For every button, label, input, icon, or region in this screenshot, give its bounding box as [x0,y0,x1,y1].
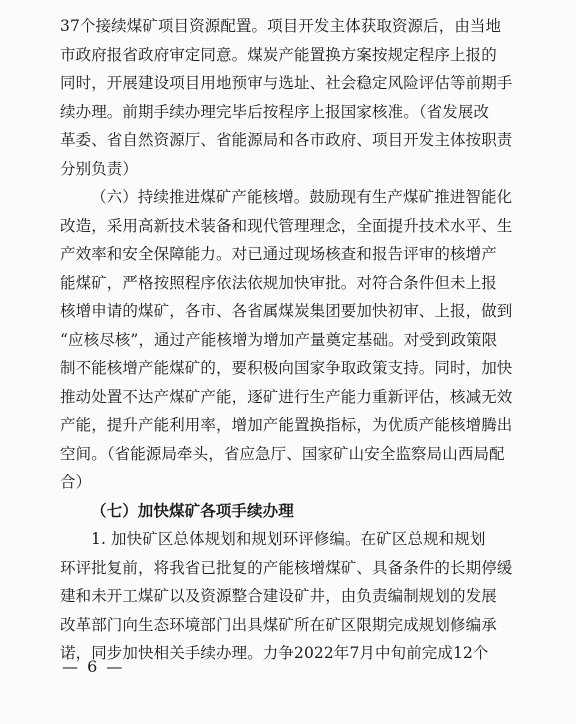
text-line: 合） [60,473,92,491]
text-line: 同时，开展建设项目用地预审与选址、社会稳定风险评估等前期手 [60,74,513,92]
text-line: 产效率和安全保障能力。对已通过现场核查和报告评审的核增产 [60,245,497,263]
text-line: 空间。（省能源局牵头，省应急厅、国家矿山安全监察局山西局配 [60,444,505,463]
text-line: 分别负责） [60,159,139,178]
text-line: 革委、省自然资源厅、省能源局和各市政府、项目开发主体按职责 [60,131,513,149]
document-body [60,12,515,668]
text-line: 建和未开工煤矿以及资源整合建设矿井，由负责编制规划的发展 [60,587,497,605]
text-line: 诺，同步加快相关手续办理。力争2022年7月中旬前完成12个 [60,644,489,662]
text-line: 环评批复前，将我省已批复的产能核增煤矿、具备条件的长期停缓 [60,558,513,577]
text-line: 市政府报省政府审定同意。煤炭产能置换方案按规定程序上报的 [60,45,497,64]
text-line: 制不能核增产能煤矿的，要积极向国家争取政策支持。同时，加快 [60,359,513,377]
text-line: 续办理。前期手续办理完毕后按程序上报国家核准。（省发展改 [60,102,490,121]
text-line: 37个接续煤矿项目资源配置。项目开发主体获取资源后，由当地 [60,17,502,35]
text-line: 改革部门向生态环境部门出具煤矿所在矿区限期完成规划修编承 [60,615,497,634]
page-number: — 6 — [62,657,125,676]
text-line: 能煤矿，严格按照程序依法依规加快审批。对符合条件但未上报 [60,273,497,292]
text-line: 推动处置不达产煤矿产能，逐矿进行生产能力重新评估，核减无效 [60,387,513,406]
text-line: 改造，采用高新技术装备和现代管理理念，全面提升技术水平、生 [60,216,513,235]
text-line: （六）持续推进煤矿产能核增。鼓励现有生产煤矿推进智能化 [91,188,513,206]
text-line: “应核尽核”，通过产能核增为增加产量奠定基础。对受到政策限 [60,330,498,349]
section-heading-line: （七）加快煤矿各项手续办理 [91,500,294,520]
text-line: 1. 加快矿区总体规划和规划环评修编。在矿区总规和规划 [91,530,486,548]
text-line: 产能，提升产能利用率，增加产能置换指标，为优质产能核增腾出 [60,416,513,434]
text-line: 核增申请的煤矿，各市、各省属煤炭集团要加快初审、上报，做到 [60,302,513,320]
